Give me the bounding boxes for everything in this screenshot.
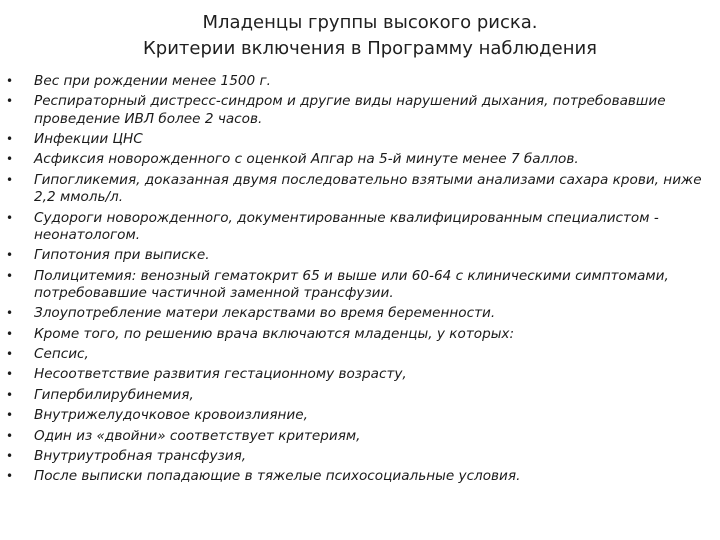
- list-item: [6, 93, 706, 128]
- criterion-text: Полицитемия: венозный гематокрит 65 и выше или 60-64 с клиническими симптомами, потребовавшие частичной заменной трансфузии.: [34, 267, 669, 301]
- bullet-icon: •: [6, 367, 14, 382]
- title-line-2: Критерии включения в Программу наблюдения: [143, 38, 597, 59]
- list-item: [6, 73, 706, 90]
- slide-title: [60, 10, 680, 62]
- criterion-text: Респираторный дистресс-синдром и другие виды нарушений дыхания, потребовавшие проведение ИВЛ более 2 часов.: [34, 93, 666, 127]
- bullet-icon: •: [6, 347, 14, 362]
- criterion-text: Внутрижелудочковое кровоизлияние,: [34, 407, 308, 424]
- list-item: [6, 151, 706, 168]
- bullet-icon: •: [6, 248, 14, 263]
- criterion-text: Гипотония при выписке.: [34, 247, 210, 264]
- criterion-text: Внутриутробная трансфузия,: [34, 448, 247, 465]
- criterion-text: Несоответствие развития гестационному возрасту,: [34, 366, 407, 383]
- list-item: [6, 172, 706, 207]
- title-line-1: Младенцы группы высокого риска.: [202, 12, 538, 33]
- list-item: [6, 131, 706, 148]
- bullet-icon: •: [6, 469, 14, 484]
- bullet-icon: •: [6, 387, 14, 402]
- list-item: [6, 305, 706, 322]
- list-item: [6, 407, 706, 424]
- criterion-text: Гипербилирубинемия,: [34, 386, 194, 403]
- list-item: [6, 387, 706, 404]
- criterion-text: Один из «двойни» соответствует критериям,: [34, 427, 361, 444]
- bullet-icon: •: [6, 132, 14, 147]
- criterion-text: Кроме того, по решению врача включаются младенцы, у которых:: [34, 325, 515, 342]
- list-item: [6, 247, 706, 264]
- criterion-text: После выписки попадающие в тяжелые психосоциальные условия.: [34, 468, 521, 485]
- list-item: [6, 210, 706, 245]
- list-item: [6, 268, 706, 303]
- bullet-icon: •: [6, 306, 14, 321]
- criterion-text: Асфиксия новорожденного с оценкой Апгар на 5-й минуте менее 7 баллов.: [34, 151, 579, 168]
- list-item: [6, 366, 706, 383]
- bullet-icon: •: [6, 408, 14, 423]
- list-item: [6, 448, 706, 465]
- bullet-icon: •: [6, 94, 14, 109]
- criteria-list: [6, 73, 706, 489]
- bullet-icon: •: [6, 172, 14, 187]
- criterion-text: Инфекции ЦНС: [34, 131, 143, 148]
- list-item: [6, 468, 706, 485]
- criterion-text: Судороги новорожденного, документированные квалифицированным специалистом - неонатологом.: [34, 209, 659, 243]
- bullet-icon: •: [6, 428, 14, 443]
- bullet-icon: •: [6, 152, 14, 167]
- bullet-icon: •: [6, 449, 14, 464]
- list-item: [6, 326, 706, 343]
- bullet-icon: •: [6, 326, 14, 341]
- bullet-icon: •: [6, 268, 14, 283]
- list-item: [6, 428, 706, 445]
- criterion-text: Гипогликемия, доказанная двумя последовательно взятыми анализами сахара крови, ниже 2,2 ммоль/л.: [34, 171, 702, 206]
- list-item: [6, 346, 706, 363]
- bullet-icon: •: [6, 210, 14, 225]
- criterion-text: Злоупотребление матери лекарствами во время беременности.: [34, 305, 496, 322]
- criterion-text: Вес при рождении менее 1500 г.: [34, 73, 271, 89]
- bullet-icon: •: [6, 74, 14, 88]
- criterion-text: Сепсис,: [34, 346, 89, 363]
